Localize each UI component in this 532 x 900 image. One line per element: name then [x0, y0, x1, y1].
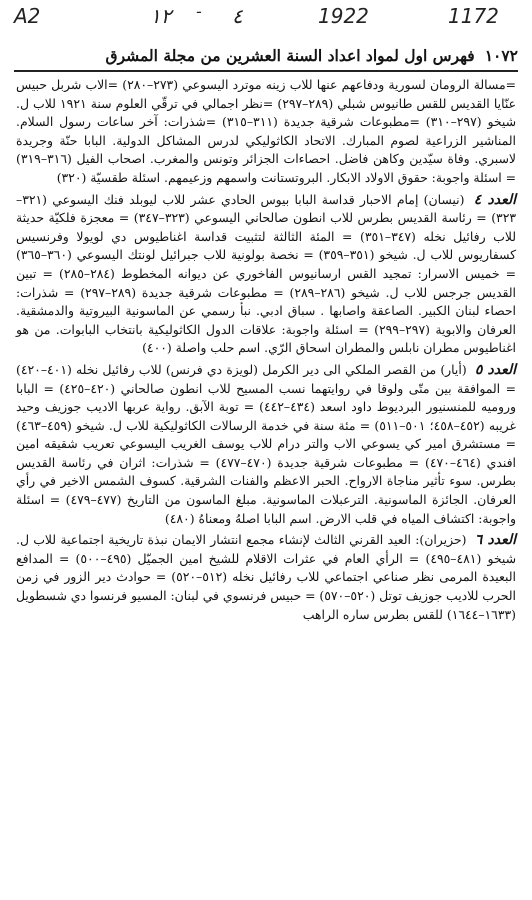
handwritten-date-month: ١٢	[150, 4, 172, 28]
section-heading: العدد ٦	[474, 532, 516, 549]
intro-paragraph: =مسالة الرومان لسورية ودفاعهم عنها للاب زينه موترد اليسوعي (٢٧٣–٢٨٠) =الاب شربل حبيس عنّايا القديس للقس طانيوس شبلي (٢٨٩–٢٩٧) =نظر اجمالي في ترقّي العلوم سنة ١٩٢١ للاب ل. شيخو (٢٩٧–٣١٠) =مطبوعات شرقية جديدة (٣١١–٣١٥) =شذرات: آخر ساعات رسول السلام. المناشير الزراعية لصوم المبارك. الاتحاد الكاثوليكي لدرس المشاكل الدولية. البابا حنّة وجريدة لاسبري. وفاة سيّدين وكاهن فاضل. احصاءات الجزائر وتونس والمغرب. اصحاب الفيل (٣١٦–٣١٩) = اسئلة واجوبة: حقوق الاولاد الابكار. البروتستانت واسمهم وزعيمهم. اسئلة طقسيّة (٣٢٠)	[16, 77, 516, 185]
section-text: (نيسان) إمام الاحبار قداسة البابا بيوس الحادي عشر للاب ليوبلد فنك اليسوعي (٣٢١–٣٢٣) = رئاسة القديس بطرس للاب انطون صالحاني اليسوعي (٣٢٣–٣٤٧) = معجزة فلكيّة حديثة للاب رفائيل نخله (٣٤٧–٣٥١) = المئة الثالثة لتثبيت قداسة اغناطيوس دي لويولا وفرنسيس كسفاريوس للاب ل. شيخو (٣٥١–٣٥٩) = نخصة بولونية للاب جبرائيل لونتك اليسوعي (٣٦٠–٣٦٥) = خميس الاسرار: تمجيد القس ارسانيوس الفاخوري عن ديوانه المخطوط (٢٨٤–٢٨٥) = تبين القديس جرجس للاب ل. شيخو (٢٨٦–٢٨٩) = مطبوعات شرقية جديدة (٢٨٩–٢٩٧) = شذرات: احصاء لبنان الكبير. الصاعقة واصابها . سباق ادبي. نبأ رسمي عن الماسونية البيروتية والدمشقية. العرفان والابوية (٢٩٧–٢٩٩) = اسئلة واجوبة: علاقات الدول الكاثوليكية بانتخاب البابوات. من هو اغناطيوس مطران نابلس والمطران اسحاق الرّي. اسم حلب واصلة (٤٠٠)	[16, 191, 517, 356]
handwritten-year: 1922	[318, 4, 369, 28]
section-issue-5	[16, 361, 516, 528]
page-title: فهرس اول لمواد اعداد السنة العشرين من مجلة المشرق	[105, 45, 475, 65]
header-rule	[14, 70, 518, 72]
handwritten-code-left: A2	[14, 4, 41, 28]
page-number: ١٠٧٢	[484, 45, 518, 65]
index-body	[16, 76, 516, 627]
handwritten-code-right: 1172	[448, 4, 499, 28]
section-heading: العدد ٥	[474, 361, 516, 378]
section-issue-6	[16, 531, 516, 624]
section-text: (أيار) من القصر الملكي الى دير الكرمل (لويزة دي فرنس) للاب رفائيل نخله (٤٠١–٤٢٠) = الموافقة بين متّى ولوقا في روايتهما نسب المسيح للاب انطون صالحاني (٤٢٠–٤٢٥) = البابا وروميه للمنسنيور البرديوط داود اسعد (٤٣٤–٤٤٢) = توبة الآبق. رواية عربها الاديب جوزيف وحيد غريبه (٤٥٢–٤٥٨؛ ٥٠١–٥١١) = مئة سنة في خدمة الرسالات الكاثوليكية للاب ل. شيخو (٤٥٩–٤٦٣) = مستشرق امير كي يسوعي الاب والتر درام للاب يوسف الغريب اليسوعي تعريب شقيقه امين افندي (٤٦٤–٤٧٠) = مطبوعات شرقية جديدة (٤٧٠–٤٧٧) = شذرات: اثران في رئاسة القديس بطرس. سوء تأثير مناجاة الارواح. الحبر الاعظم والفنات الشرقية. كسوف الشمس الاخير في رأي العرفان. الجائزة الماسونية. الترعبلات الماسونية. مبلغ الماسون من التاريخ (٤٧٧–٤٧٩) = اسئلة واجوبة: اكتشاف المياه في قلب الارض. اسم البابا اصلهُ ومعناهُ (٤٨٠)	[16, 361, 517, 526]
section-issue-4	[16, 191, 516, 358]
page-header	[30, 42, 518, 68]
section-heading: العدد ٤	[473, 191, 516, 208]
handwritten-date-day: ٤	[232, 4, 243, 28]
section-text: (حزيران): العيد القرني الثالث لإنشاء مجمع انتشار الايمان نبذة تاريخية اجتماعية للاب ل. شيخو (٤٨١–٤٩٥) = الرأي العام في عثرات الاقلام للشيخ امين الجميّل (٤٩٥–٥٠٠) = المدافع البعيدة المرمى نظر صناعي اجتماعي للاب رفائيل نخله (٥١٢–٥٢٠) = حوادث دير الزور في زمن الحرب للاديب جوزيف توتل (٥٢٠–٥٧٠) = حبيس فرنسوي في لبنان: المسيو فرنسوا دي شسطويل (١٦٣٣–١٦٤٤) للقس بطرس ساره الراهب	[16, 532, 516, 622]
handwritten-date-separator: -	[196, 2, 202, 21]
